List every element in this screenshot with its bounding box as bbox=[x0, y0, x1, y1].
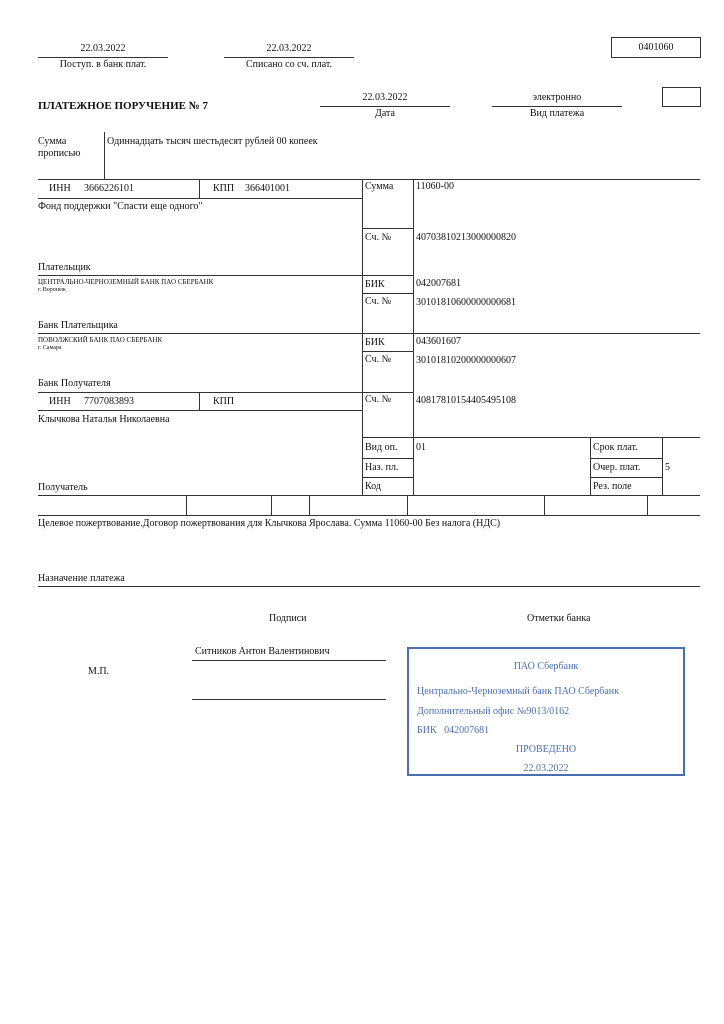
debited-date: 22.03.2022 bbox=[266, 43, 312, 54]
payment-type: электронно bbox=[532, 92, 582, 103]
payee-bank-city: г. Самара bbox=[38, 345, 62, 351]
bank-marks-label: Отметки банка bbox=[527, 613, 591, 624]
stamp-date: 22.03.2022 bbox=[523, 763, 569, 774]
payer-kpp: 366401001 bbox=[245, 183, 290, 194]
payer-bank-account-label: Сч. № bbox=[365, 296, 392, 307]
payment-type-label: Вид платежа bbox=[529, 108, 585, 119]
stamp-office: Дополнительный офис №9013/0162 bbox=[417, 706, 570, 717]
payee-name: Клычкова Наталья Николаевна bbox=[38, 414, 170, 425]
document-title: ПЛАТЕЖНОЕ ПОРУЧЕНИЕ № 7 bbox=[38, 100, 209, 112]
payer-name: Фонд поддержки "Спасти еще одного" bbox=[38, 201, 203, 212]
op-type: 01 bbox=[416, 442, 426, 453]
payee-account-label: Сч. № bbox=[365, 394, 392, 405]
payee-bank-label: Банк Получателя bbox=[38, 378, 111, 389]
payer-bank-label: Банк Плательщика bbox=[38, 320, 118, 331]
received-date: 22.03.2022 bbox=[80, 43, 126, 54]
payer-inn-label: ИНН bbox=[49, 183, 71, 194]
payee-bank-name: ПОВОЛЖСКИЙ БАНК ПАО СБЕРБАНК bbox=[38, 336, 163, 344]
payee-bank-account-label: Сч. № bbox=[365, 354, 392, 365]
payee-label: Получатель bbox=[38, 482, 88, 493]
stamp-bik: БИК 042007681 bbox=[417, 725, 490, 736]
payer-bank-name: ЦЕНТРАЛЬНО-ЧЕРНОЗЕМНЫЙ БАНК ПАО СБЕРБАНК bbox=[38, 278, 214, 286]
payer-bik: 042007681 bbox=[416, 278, 461, 289]
reserve-label: Рез. поле bbox=[593, 481, 632, 492]
debited-label: Списано со сч. плат. bbox=[245, 59, 333, 70]
doc-date: 22.03.2022 bbox=[362, 92, 408, 103]
payer-bank-city: г. Воронеж bbox=[38, 287, 66, 293]
purpose-code-label: Наз. пл. bbox=[365, 462, 399, 473]
signer-name: Ситников Антон Валентинович bbox=[195, 646, 330, 657]
bank-stamp bbox=[407, 647, 685, 776]
payee-account: 40817810154405495108 bbox=[416, 395, 516, 406]
purpose-label: Назначение платежа bbox=[38, 573, 125, 584]
purpose-text: Целевое пожертвование.Договор пожертвования для Клычкова Ярослава. Сумма 11060-00 Без налога (НДС) bbox=[38, 518, 501, 529]
payer-bank-account: 30101810600000000681 bbox=[416, 297, 516, 308]
payer-account-label: Сч. № bbox=[365, 232, 392, 243]
payer-inn: 3666226101 bbox=[84, 183, 134, 194]
payee-bank-account: 30101810200000000607 bbox=[416, 355, 516, 366]
op-type-label: Вид оп. bbox=[365, 442, 398, 453]
due-label: Срок плат. bbox=[593, 442, 638, 453]
payer-label: Плательщик bbox=[38, 262, 91, 273]
payee-inn: 7707083893 bbox=[84, 396, 134, 407]
stamp-bank: ПАО Сбербанк bbox=[513, 661, 579, 672]
amount-words-label: Сумма прописью bbox=[38, 136, 81, 159]
received-label: Поступ. в банк плат. bbox=[59, 59, 147, 70]
form-code: 0401060 bbox=[638, 42, 674, 53]
payer-kpp-label: КПП bbox=[213, 183, 235, 194]
doc-date-label: Дата bbox=[375, 108, 395, 119]
amount-value: 11060-00 bbox=[416, 181, 454, 192]
form-code-box bbox=[611, 37, 701, 58]
payee-bik-label: БИК bbox=[365, 337, 385, 348]
priority-label: Очер. плат. bbox=[593, 462, 641, 473]
payee-kpp-label: КПП bbox=[213, 396, 235, 407]
stamp-status: ПРОВЕДЕНО bbox=[515, 744, 577, 755]
payee-bik: 043601607 bbox=[416, 336, 461, 347]
stamp-branch: Центрально-Черноземный банк ПАО Сбербанк bbox=[417, 686, 620, 697]
code-label: Код bbox=[365, 481, 381, 492]
amount-words: Одиннадцать тысяч шестьдесят рублей 00 копеек bbox=[107, 136, 318, 147]
amount-label: Сумма bbox=[365, 181, 394, 192]
payer-bik-label: БИК bbox=[365, 279, 385, 290]
priority-value: 5 bbox=[665, 462, 670, 473]
status-box bbox=[662, 87, 701, 107]
mp-label: М.П. bbox=[88, 666, 110, 677]
signatures-label: Подписи bbox=[269, 613, 307, 624]
payer-account: 40703810213000000820 bbox=[416, 232, 516, 243]
payee-inn-label: ИНН bbox=[49, 396, 71, 407]
